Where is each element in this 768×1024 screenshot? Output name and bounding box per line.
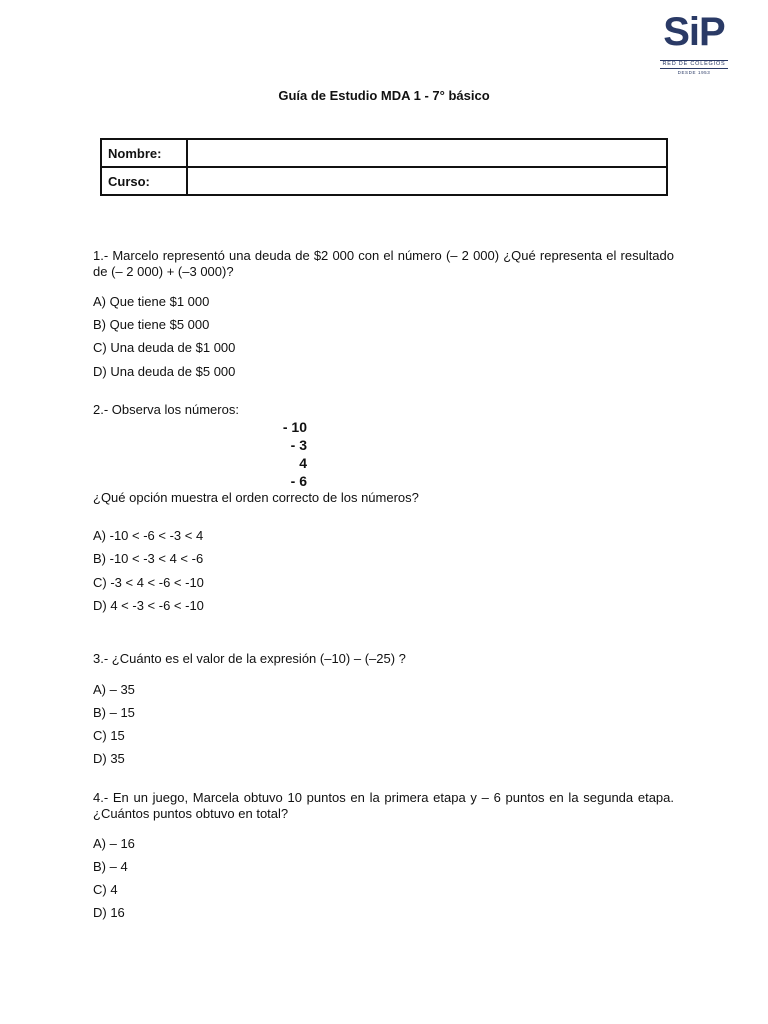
q2-option-b: B) -10 < -3 < 4 < -6 — [93, 551, 204, 566]
q2-number: 4 — [299, 455, 307, 471]
q2-number: - 6 — [290, 473, 307, 489]
q4-option-b: B) – 4 — [93, 859, 128, 874]
q2-option-c: C) -3 < 4 < -6 < -10 — [93, 575, 204, 590]
name-row — [101, 139, 667, 167]
q3-option-c: C) 15 — [93, 728, 125, 743]
question-1-text: 1.- Marcelo representó una deuda de $2 000 con el número (– 2 000) ¿Qué representa el resultado de (– 2 000) + (–3 000)? — [93, 248, 674, 279]
q4-option-c: C) 4 — [93, 882, 118, 897]
name-label: Nombre: — [101, 139, 187, 167]
question-4-text: 4.- En un juego, Marcela obtuvo 10 puntos en la primera etapa y – 6 puntos en la segunda etapa. ¿Cuántos puntos obtuvo en total? — [93, 790, 674, 821]
q2-number: - 10 — [282, 419, 307, 435]
logo-mark: SiP — [663, 10, 725, 54]
q2-number: - 3 — [290, 437, 307, 453]
page-title: Guía de Estudio MDA 1 - 7° básico — [278, 88, 490, 103]
question-3-text: 3.- ¿Cuánto es el valor de la expresión (–10) – (–25) ? — [93, 651, 406, 666]
q1-option-d: D) Una deuda de $5 000 — [93, 364, 236, 379]
question-2-prompt: ¿Qué opción muestra el orden correcto de los números? — [93, 490, 419, 505]
question-2-text: 2.- Observa los números: — [93, 402, 239, 417]
q1-option-a: A) Que tiene $1 000 — [93, 294, 210, 309]
logo-year: DESDE 1953 — [677, 70, 711, 75]
logo-subtitle: RED DE COLEGIOS — [662, 61, 726, 67]
q3-option-d: D) 35 — [93, 751, 125, 766]
q2-option-a: A) -10 < -6 < -3 < 4 — [93, 528, 204, 543]
name-field[interactable] — [187, 139, 667, 167]
student-info-table — [100, 138, 668, 196]
q4-option-d: D) 16 — [93, 905, 125, 920]
q3-option-a: A) – 35 — [93, 682, 135, 697]
q2-option-d: D) 4 < -3 < -6 < -10 — [93, 598, 204, 613]
q3-option-b: B) – 15 — [93, 705, 135, 720]
q4-option-a: A) – 16 — [93, 836, 135, 851]
course-label: Curso: — [101, 167, 187, 195]
course-row — [101, 167, 667, 195]
q1-option-c: C) Una deuda de $1 000 — [93, 340, 236, 355]
q1-option-b: B) Que tiene $5 000 — [93, 317, 210, 332]
course-field[interactable] — [187, 167, 667, 195]
school-logo — [652, 12, 736, 74]
